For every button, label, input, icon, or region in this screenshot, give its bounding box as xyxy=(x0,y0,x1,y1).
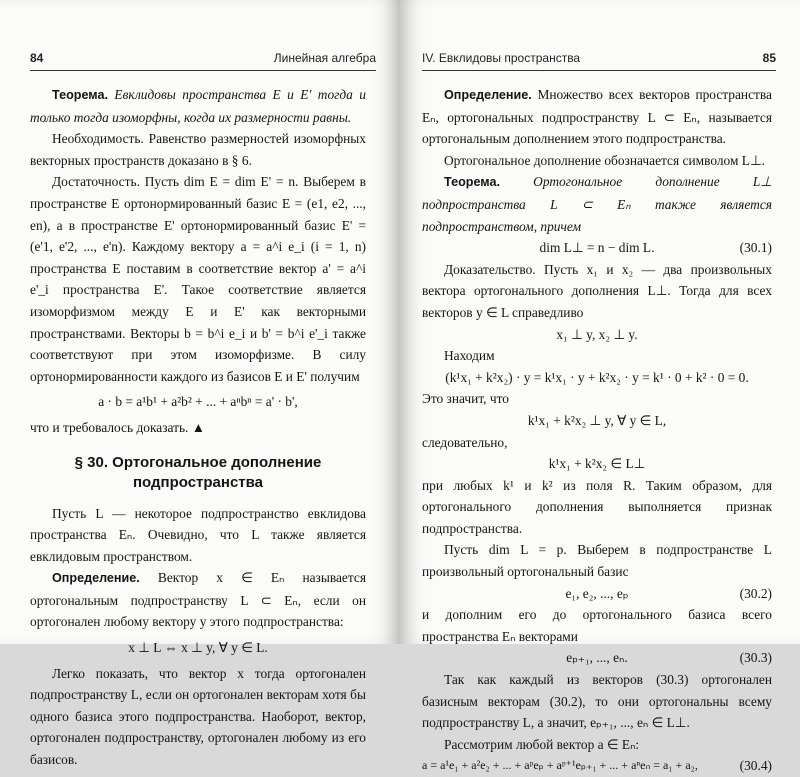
find-line: Находим xyxy=(444,348,495,364)
left-running-title: Линейная алгебра xyxy=(273,51,376,65)
theorem-text: Евклидовы пространства E и E' тогда и только тогда изоморфны, когда их размерности равны. xyxy=(30,87,366,125)
right-page xyxy=(400,0,800,774)
definition-paragraph xyxy=(422,84,772,150)
right-page-header xyxy=(422,48,776,71)
notation-paragraph: Ортогональное дополнение обозначается символом L⊥. xyxy=(444,152,765,168)
equation-30-1 xyxy=(422,237,772,259)
qed-line: что и требовалось доказать. ▲ xyxy=(30,419,205,435)
theorem-paragraph xyxy=(422,171,772,237)
right-running-title: IV. Евклидовы пространства xyxy=(422,51,581,65)
theorem-label: Теорема. xyxy=(444,175,500,190)
definition-label: Определение. xyxy=(444,88,532,102)
equation-30-3-number: (30.3) xyxy=(739,650,772,666)
equation-30-2-body: e₁, e₂, ..., eₚ xyxy=(565,585,629,601)
right-page-number: 85 xyxy=(762,51,776,65)
left-page-body xyxy=(30,84,366,771)
equation-orthogonal: x ⊥ L ⇔ x ⊥ y, ∀ y ∈ L. xyxy=(128,640,268,656)
equation-dot-product: a · b = a¹b¹ + a²b² + ... + aⁿbⁿ = a' · b', xyxy=(98,394,298,410)
equation-30-2-number: (30.2) xyxy=(739,585,772,601)
equation-30-1-body: dim L⊥ = n − dim L. xyxy=(539,240,655,256)
section-title: § 30. Ортогональное дополнение подпространства xyxy=(74,453,322,491)
definition-text: Вектор x ∈ Eₙ называется ортогональным подпространству L ⊂ Eₙ, если он ортогонален любому вектору y этого подпространства: xyxy=(30,570,366,630)
theorem-paragraph xyxy=(30,84,366,128)
theorem-text: Ортогональное дополнение L⊥ подпространства L ⊂ Eₙ также является подпространством, причем xyxy=(422,174,772,234)
hence-line: следовательно, xyxy=(422,434,508,450)
left-page-number: 84 xyxy=(30,51,44,65)
left-page-header xyxy=(30,48,376,71)
definition-paragraph xyxy=(30,567,366,633)
equation-ortho-pair: x₁ ⊥ y, x₂ ⊥ y. xyxy=(556,326,638,342)
equation-30-3-body: eₚ₊₁, ..., eₙ. xyxy=(566,650,628,666)
equation-linear-combination: (k¹x₁ + k²x₂) · y = k¹x₁ · y + k²x₂ · y = k¹ · 0 + k² · 0 = 0. xyxy=(445,369,749,385)
subspace-paragraph: Пусть L — некоторое подпространство евклидова пространства Eₙ. Очевидно, что L также является евклидовым пространством. xyxy=(30,505,366,564)
consider-line: Рассмотрим любой вектор a ∈ Eₙ: xyxy=(444,736,640,752)
field-paragraph: при любых k¹ и k² из поля R. Таким образом, для ортогонального дополнения выполняется признак подпространства. xyxy=(422,477,772,536)
definition-label: Определение. xyxy=(52,571,140,586)
necessity-paragraph: Необходимость. Равенство размерностей изоморфных векторных пространств доказано в § 6. xyxy=(30,131,366,168)
equation-30-1-number: (30.1) xyxy=(739,240,772,256)
orthogonality-paragraph: Так как каждый из векторов (30.3) ортогонален базисным векторам (30.2), то они ортогональны всему подпространству L, а значит, eₚ₊₁, ..., eₙ ∈ L⊥. xyxy=(422,672,772,731)
proof-paragraph: Доказательство. Пусть x₁ и x₂ — два произвольных вектора ортогонального дополнения L⊥. Тогда для всех векторов y ∈ L справедливо xyxy=(422,261,772,320)
dimension-paragraph: Пусть dim L = p. Выберем в подпространстве L произвольный ортогональный базис xyxy=(422,542,772,580)
left-page xyxy=(0,0,400,768)
equation-30-3 xyxy=(422,647,772,669)
right-page-body xyxy=(422,84,772,777)
sufficiency-paragraph: Достаточность. Пусть dim E = dim E' = n. Выберем в пространстве E ортонормированный базис E = (e1, e2, ..., en), а в пространстве E' ортонормированный базис E' = (e'1, e'2, ..., e'n). Каждому вектору a = a^i e_i (i = 1, n) пространства E поставим в соответствие вектор a' = a^i e'_i пространства E'. Такое соответствие является изоморфизмом между E и E' как векторными пространствами. Векторы b = b^i e_i и b' = b^i e'_i также соответствуют при этом изоморфизме. В силу ортонормированности каждого из базисов E и E' получим xyxy=(30,174,366,384)
definition-text: Множество всех векторов пространства Eₙ, ортогональных подпространству L ⊂ Eₙ, называется ортогональным дополнением этого подпространства. xyxy=(422,87,772,147)
equation-30-4-number: (30.4) xyxy=(739,758,772,774)
equation-combination-member: k¹x₁ + k²x₂ ∈ L⊥ xyxy=(548,456,646,472)
equation-30-4 xyxy=(422,755,772,777)
closing-paragraph: Легко показать, что вектор x тогда ортогонален подпространству L, если он ортогонален векторам хотя бы одного базиса этого подпространства. Наоборот, вектор, ортогонален подпространству, ортогонален любому из его базисов. xyxy=(30,665,366,768)
means-line: Это значит, что xyxy=(422,391,509,407)
equation-30-2 xyxy=(422,583,772,605)
theorem-label: Теорема. xyxy=(52,88,108,102)
equation-30-4-body: a = a¹e₁ + a²e₂ + ... + aᵖeₚ + aᵖ⁺¹eₚ₊₁ + ... + aⁿeₙ = a₁ + a₂, xyxy=(422,758,698,773)
complete-basis-paragraph: и дополним его до ортогонального базиса всего пространства Eₙ векторами xyxy=(422,607,772,644)
equation-combination-ortho: k¹x₁ + k²x₂ ⊥ y, ∀ y ∈ L, xyxy=(527,412,667,428)
